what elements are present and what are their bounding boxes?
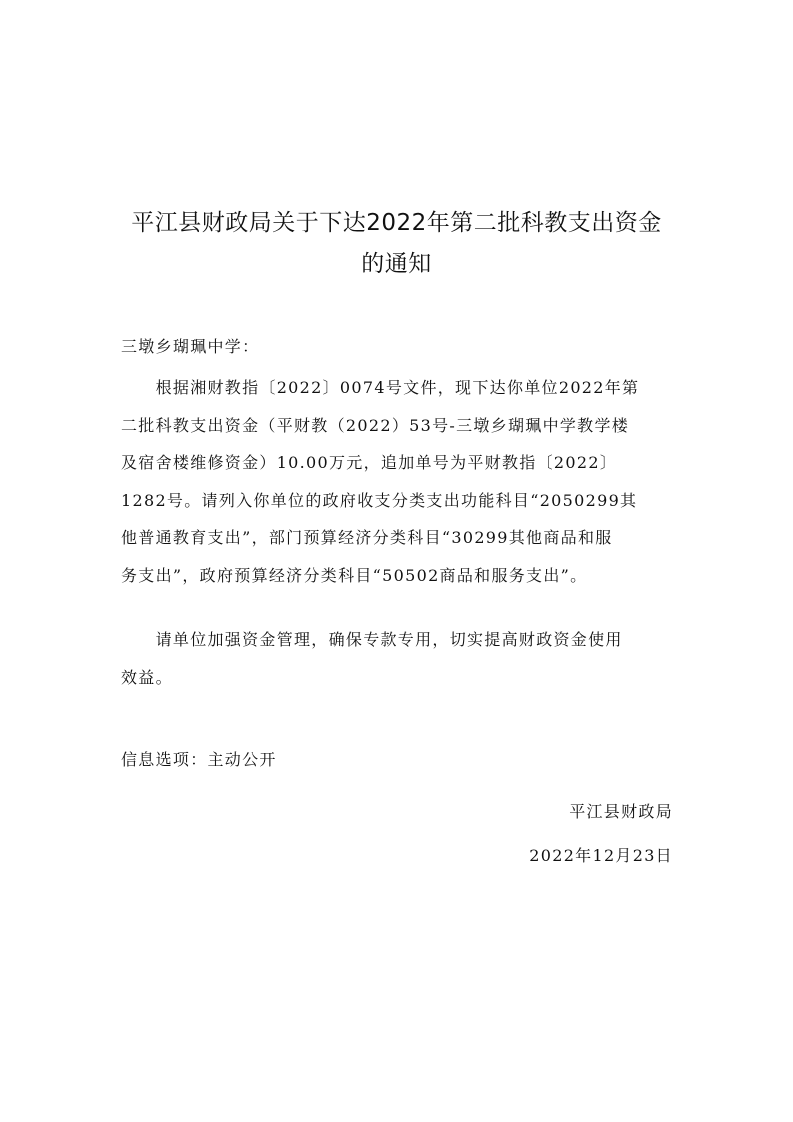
paragraph-line: 请单位加强资金管理，确保专款专用，切实提高财政资金使用 xyxy=(121,630,623,649)
paragraph-line: 他普通教育支出”，部门预算经济分类科目“30299其他商品和服 xyxy=(121,528,613,547)
document-title xyxy=(100,203,693,285)
disclosure-option: 信息选项：主动公开 xyxy=(121,750,277,769)
body-paragraph-management xyxy=(121,621,679,696)
paragraph-line: 二批科教支出资金（平财教（2022）53号-三墩乡瑚珮中学教学楼 xyxy=(121,415,630,435)
salutation: 三墩乡瑚珮中学： xyxy=(121,337,260,356)
signature-block xyxy=(529,790,673,878)
paragraph-line: 及宿舍楼维修资金）10.00万元，追加单号为平财教指〔2022〕 xyxy=(121,453,618,472)
paragraph-line: 务支出”，政府预算经济分类科目“50502商品和服务支出”。 xyxy=(121,565,588,585)
issue-date: 2022年12月23日 xyxy=(529,846,673,865)
paragraph-line: 效益。 xyxy=(121,667,173,687)
paragraph-line: 1282号。请列入你单位的政府收支分类支出功能科目“2050299其 xyxy=(121,490,638,510)
title-line: 的通知 xyxy=(361,251,432,277)
paragraph-line: 根据湘财教指〔2022〕0074号文件，现下达你单位2022年第 xyxy=(121,378,640,397)
issuer-name: 平江县财政局 xyxy=(569,802,673,821)
title-line: 平江县财政局关于下达2022年第二批科教支出资金 xyxy=(131,210,662,236)
body-paragraph-allocation xyxy=(121,369,679,594)
